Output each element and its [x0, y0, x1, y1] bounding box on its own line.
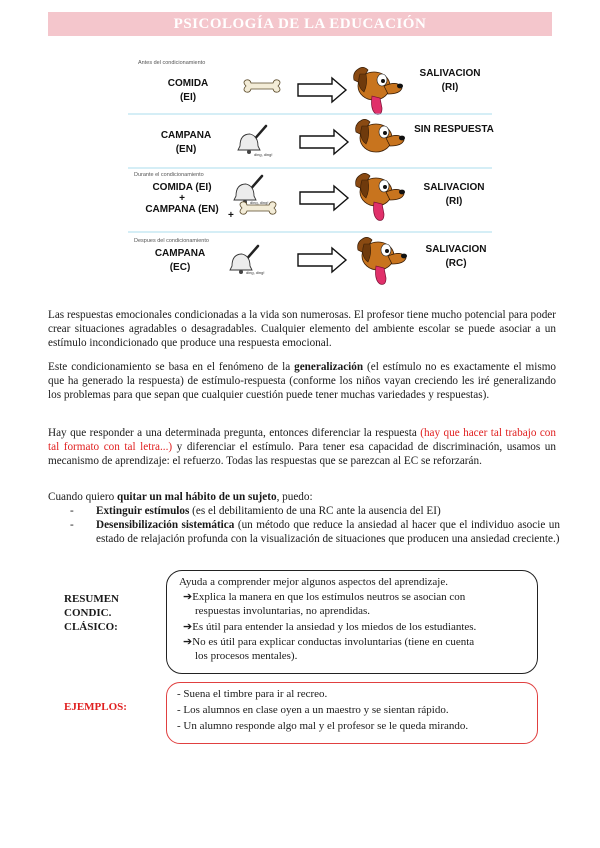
row1-response-line1: SALIVACION: [419, 68, 481, 79]
dog-icon: [356, 173, 405, 206]
document-header: [48, 12, 552, 36]
caption-before: Antes del condicionamiento: [138, 60, 206, 66]
summary-label-line: CONDIC.: [64, 607, 112, 619]
arrow-icon: [300, 186, 348, 210]
list-item-bold: Extinguir estímulos: [96, 505, 190, 517]
list-item-text: [96, 518, 560, 546]
summary-line: ➔No es útil para explicar conductas involuntarias (tiene en cuenta: [183, 636, 475, 648]
paragraph-text: y diferenciar el estímulo. Para tener esa capacidad de discriminación, usamos un mecanismo de aprendizaje: el refuerzo. Todas las respuestas que se parezcan al EC se reforzarán.: [48, 441, 556, 467]
tongue-icon: [372, 96, 383, 114]
paragraph-text: Hay que responder a una determinada pregunta, entonces diferenciar la respuesta: [48, 427, 421, 439]
row3-stimulus-line2: CAMPANA (EN): [145, 204, 219, 215]
bullet-dash: -: [70, 505, 74, 517]
row3-stimulus-plus: +: [179, 193, 185, 204]
paragraph-red-note: (hay que hacer tal trabajo con tal formato con tal letra...): [48, 427, 556, 453]
list-item-bold: Desensibilización sistemática: [96, 519, 235, 531]
row1-response-line2: (RI): [441, 82, 459, 93]
tongue-icon: [374, 202, 385, 220]
list-item-body: (es el debilitamiento de una RC ante la ausencia del EI): [189, 505, 441, 517]
summary-line: los procesos mentales).: [195, 650, 298, 662]
row4-stimulus-line2: (EC): [169, 262, 191, 273]
conditioning-diagram-svg: [120, 52, 500, 292]
row1-stimulus-line2: (EI): [179, 92, 197, 103]
paragraph-bad-habit: [48, 490, 556, 504]
paragraph-discrimination: [48, 426, 556, 468]
paragraph-text: , puedo:: [276, 491, 313, 503]
paragraph-text: (el estímulo no es exactamente el mismo que ha generado la respuesta) de estímulo-respuesta (conforme los niños vayan creciendo les iré generalizando los problemas para que sepan que cualquier cuestión puede tener muchas variedades y respuestas).: [48, 361, 556, 401]
paragraph-generalization: [48, 360, 556, 402]
paragraph-emotional-responses: Las respuestas emocionales condicionadas a la vida son numerosas. El profesor tiene mucho potencial para poder crear situaciones agradables o desagradables. Cualquier elemento del ambiente escolar se puede asociar a un estímulo incondicionado que produce una respuesta emocional.: [48, 309, 556, 349]
bell-icon: [238, 126, 266, 154]
bone-icon: [244, 80, 280, 92]
arrow-icon: [300, 130, 348, 154]
paragraph-text: Este condicionamiento se basa en el fenómeno de la: [48, 361, 295, 373]
summary-label: [64, 592, 119, 634]
row4-stimulus-line1: CAMPANA: [154, 248, 206, 259]
caption-during: Durante el condicionamiento: [134, 172, 204, 178]
summary-line: respuestas involuntarias, no aprendidas.: [195, 605, 371, 617]
row3-response-line1: SALIVACION: [423, 182, 485, 193]
row4-response-line1: SALIVACION: [425, 244, 487, 255]
arrow-icon: [298, 78, 346, 102]
technique-list: [70, 504, 560, 546]
dog-icon: [356, 119, 405, 152]
bell-sound-text: ding, ding!: [250, 200, 269, 205]
arrow-icon: [298, 248, 346, 272]
list-item-text: [96, 504, 560, 518]
document-title: PSICOLOGÍA DE LA EDUCACIÓN: [173, 16, 427, 32]
list-item: [70, 518, 560, 546]
list-item: [70, 504, 560, 518]
examples-box: [166, 682, 538, 744]
tongue-icon: [376, 266, 387, 284]
example-line: - Suena el timbre para ir al recreo.: [177, 688, 328, 700]
summary-line: ➔Es útil para entender la ansiedad y los miedos de los estudiantes.: [183, 621, 477, 633]
row4-response-line2: (RC): [445, 258, 467, 269]
bullet-dash: -: [70, 519, 74, 531]
paragraph-bold-term: generalización: [294, 361, 364, 373]
row1-stimulus-line1: COMIDA: [167, 78, 209, 89]
bell-sound-text: ding, ding!: [246, 270, 265, 275]
summary-line: Ayuda a comprender mejor algunos aspectos del aprendizaje.: [179, 576, 448, 588]
row3-response-line2: (RI): [445, 196, 463, 207]
row2-stimulus-line1: CAMPANA: [160, 130, 212, 141]
dog-icon: [358, 237, 407, 270]
paragraph-text: Cuando quiero: [48, 491, 117, 503]
paragraph-bold-term: quitar un mal hábito de un sujeto: [116, 491, 277, 503]
summary-label-line: CLÁSICO:: [64, 621, 118, 633]
row3-stimulus-line1: COMIDA (EI): [152, 182, 212, 193]
dog-icon: [354, 67, 403, 100]
bell-sound-text: ding, ding!: [254, 152, 273, 157]
caption-after: Despues del condicionamiento: [134, 238, 209, 244]
list-item-body: (un método que reduce la ansiedad al hacer que el individuo asocie un estado de relajación profunda con la visualización de situaciones que producen una ansiedad creciente.): [96, 519, 560, 545]
row2-response: SIN RESPUESTA: [414, 124, 494, 135]
examples-label: EJEMPLOS:: [64, 701, 127, 713]
row2-stimulus-line2: (EN): [175, 144, 197, 155]
plus-sign: +: [228, 210, 234, 221]
summary-line: ➔Explica la manera en que los estímulos neutros se asocian con: [183, 591, 466, 603]
conditioning-diagram: [120, 52, 500, 292]
example-line: - Los alumnos en clase oyen a un maestro y se sientan rápido.: [177, 704, 449, 716]
summary-label-line: RESUMEN: [64, 593, 120, 605]
summary-box: [166, 570, 538, 674]
example-line: - Un alumno responde algo mal y el profesor se le queda mirando.: [177, 720, 469, 732]
